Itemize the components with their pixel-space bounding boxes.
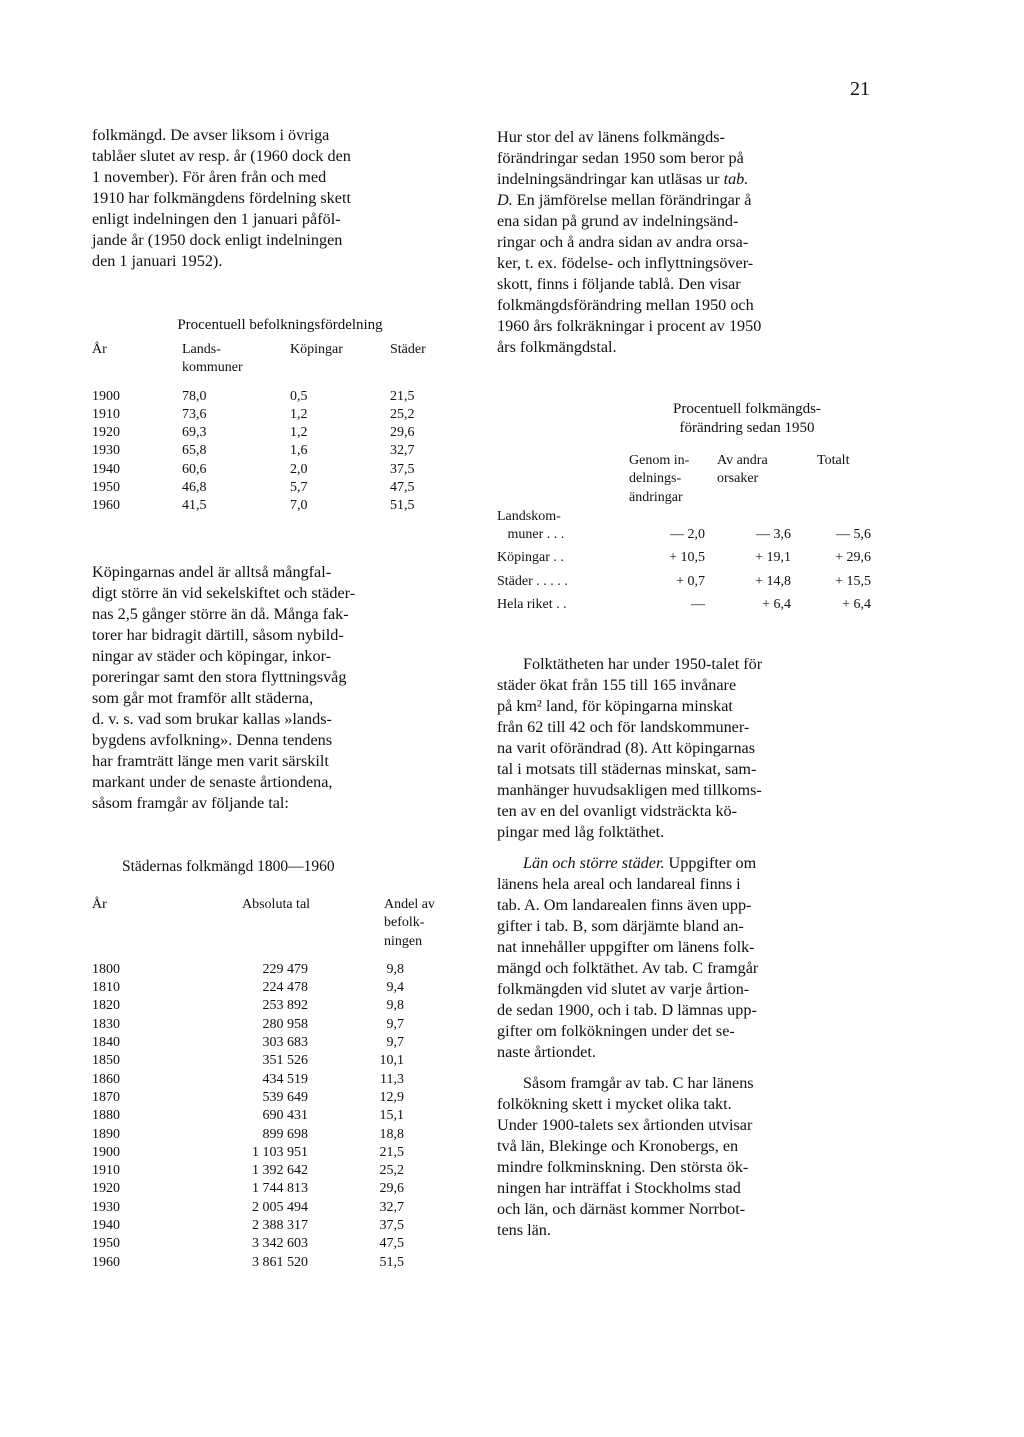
table-row [92,1126,478,1144]
table-row [92,497,478,515]
cell-share: 9,8 [386,998,404,1014]
growth-paragraph: Såsom framgår av tab. C har länens folkökning skett i mycket olika takt. Under 1900-talets sex årtionden utvisar två län, Blekinge och Kronobergs, en mindre folkminskning. Den största ök- ningen har inträffat i Stockholms stad och län, och därnäst kommer Norrbot- tens län. [497,1074,754,1240]
cell-absolute: 1 103 951 [252,1144,308,1160]
cell-share: 47,5 [379,1236,404,1252]
cell-absolute: 434 519 [262,1071,308,1087]
cell-share: 9,7 [386,1035,404,1051]
cell-year: 1850 [92,1053,120,1069]
cell-indelning: + 0,7 [676,573,705,589]
cell-absolute: 351 526 [262,1053,308,1069]
cell-share: 9,7 [386,1016,404,1032]
cell-total: + 29,6 [835,550,871,566]
cell-share: 9,4 [386,980,404,996]
cell-absolute: 280 958 [262,1016,308,1032]
table-body [92,388,478,516]
cell-year: 1910 [92,1163,120,1179]
cell-year: 1820 [92,998,120,1014]
column-header-share: Andel av befolk- ningen [384,896,435,949]
cell-total: + 15,5 [835,573,871,589]
lan-text: Uppgifter om länens hela areal och landareal finns i tab. A. Om landarealen finns även upp- gifter i tab. B, som därjämte bland an- nat innehåller uppgifter om länens folk- mängd och folktäthet. Av tab. C framgår folkmängden vid slutet av varje årtion- de sedan 1900, och i tab. D lämnas upp- gifter om folkökningen under det se- naste årtiondet. [497,854,759,1062]
cell-absolute: 690 431 [262,1108,308,1124]
population-distribution-table [92,316,478,516]
column-header-other: Av andra orsaker [717,453,768,487]
cell-kopingar: 1,2 [290,425,308,441]
middle-paragraph: Köpingarnas andel är alltså mångfal- digt större än vid sekelskiftet och städer- nas 2,5 gånger större än då. Många fak- torer har bidragit därtill, såsom nybild- ningar av städer och köpingar, inkor- poreringar samt den stora flyttningsvåg som går mot framför allt städerna, d. v. s. vad som brukar kallas »lands- bygdens avfolkning». Denna tendens har framträtt länge men varit särskilt markant under de senaste årtiondena, såsom framgår av följande tal: [92,562,356,812]
table-row [92,1144,478,1162]
table-row [92,1034,478,1052]
column-header-kopingar: Köpingar [290,342,343,357]
lan-heading: Län och större städer. [523,854,665,873]
cell-stader: 32,7 [390,443,415,459]
cell-year: 1960 [92,498,120,514]
table-caption: Procentuell folkmängds- förändring sedan 1950 [673,401,821,436]
column-header-landskommuner: Lands- kommuner [182,342,243,376]
cell-share: 29,6 [379,1181,404,1197]
cell-label: Landskom- muner . . . [497,508,565,543]
table-caption: Procentuell befolkningsfördelning [177,317,383,333]
cell-share: 37,5 [379,1218,404,1234]
cell-absolute: 1 392 642 [252,1163,308,1179]
cell-year: 1900 [92,388,120,404]
lan-paragraph [497,853,883,1063]
cell-landskommuner: 78,0 [182,388,207,404]
table-row [92,1071,478,1089]
cell-stader: 47,5 [390,480,415,496]
cell-landskommuner: 60,6 [182,461,207,477]
cell-stader: 25,2 [390,406,415,422]
column-header-year: År [92,896,107,912]
cell-stader: 37,5 [390,461,415,477]
table-row [497,549,883,567]
cell-stader: 29,6 [390,425,415,441]
cell-indelning: — [691,597,705,613]
table-row [92,1016,478,1034]
table-row [92,461,478,479]
table-header-row [497,452,883,507]
cell-kopingar: 2,0 [290,461,308,477]
cell-year: 1800 [92,961,120,977]
cell-share: 15,1 [379,1108,404,1124]
cell-landskommuner: 41,5 [182,498,207,514]
table-header-row [92,896,478,951]
cell-absolute: 224 478 [262,980,308,996]
city-population-table [92,858,478,1272]
cell-kopingar: 7,0 [290,498,308,514]
intro-text-a: Hur stor del av länens folkmängds- förändringar sedan 1950 som beror på indelningsändringar kan utläsas ur [497,128,744,188]
cell-absolute: 2 388 317 [252,1218,308,1234]
table-row [92,1052,478,1070]
cell-year: 1900 [92,1144,120,1160]
table-row [92,997,478,1015]
table-row [92,979,478,997]
cell-year: 1890 [92,1126,120,1142]
cell-stader: 51,5 [390,498,415,514]
table-row [92,1162,478,1180]
cell-absolute: 253 892 [262,998,308,1014]
cell-year: 1930 [92,443,120,459]
cell-year: 1930 [92,1199,120,1215]
cell-year: 1960 [92,1254,120,1270]
tab-reference: tab. D. [497,170,749,209]
cell-share: 21,5 [379,1144,404,1160]
table-row [92,388,478,406]
cell-absolute: 1 744 813 [252,1181,308,1197]
cell-kopingar: 1,6 [290,443,308,459]
cell-absolute: 229 479 [262,961,308,977]
cell-year: 1940 [92,1218,120,1234]
left-column [92,125,478,1272]
intro-text-b: En jämförelse mellan förändringar å ena sidan på grund av indelningsänd- ringar och å andra sidan av andra orsa- ker, t. ex. födelse- och inflyttningsöver- skott, finns i följande tablå. Den visar folkmängdsförändring mellan 1950 och 1960 års folkräkningar i procent av 1950 års folkmängdstal. [497,191,762,356]
cell-share: 12,9 [379,1089,404,1105]
cell-year: 1940 [92,461,120,477]
cell-label: Städer . . . . . [497,573,568,589]
table-header-row [92,341,478,378]
cell-year: 1810 [92,980,120,996]
intro-paragraph: folkmängd. De avser liksom i övriga tablåer slutet av resp. år (1960 dock den 1 november). För åren från och med 1910 har folkmängdens fördelning skett enligt indelningen den 1 januari påföl- jande år (1950 dock enligt indelningen den 1 januari 1952). [92,126,351,270]
cell-share: 18,8 [379,1126,404,1142]
table-row [92,961,478,979]
cell-year: 1920 [92,425,120,441]
cell-share: 25,2 [379,1163,404,1179]
cell-indelning: — 2,0 [670,527,705,543]
cell-absolute: 899 698 [262,1126,308,1142]
cell-year: 1840 [92,1035,120,1051]
cell-absolute: 539 649 [262,1089,308,1105]
table-body [497,508,883,614]
cell-landskommuner: 69,3 [182,425,207,441]
column-header-stader: Städer [390,342,426,357]
table-caption: Städernas folkmängd 1800—1960 [122,857,335,875]
table-row [92,1235,478,1253]
cell-other: — 3,6 [756,527,791,543]
cell-year: 1880 [92,1108,120,1124]
column-header-year: År [92,342,107,357]
cell-indelning: + 10,5 [669,550,705,566]
cell-label: Köpingar . . [497,550,564,566]
population-change-table [497,400,883,614]
cell-landskommuner: 46,8 [182,480,207,496]
cell-kopingar: 0,5 [290,388,308,404]
cell-year: 1920 [92,1181,120,1197]
cell-other: + 6,4 [762,597,791,613]
cell-absolute: 303 683 [262,1035,308,1051]
cell-year: 1870 [92,1089,120,1105]
cell-label: Hela riket . . [497,597,567,613]
cell-year: 1910 [92,406,120,422]
cell-share: 51,5 [379,1254,404,1270]
cell-absolute: 2 005 494 [252,1199,308,1215]
cell-landskommuner: 73,6 [182,406,207,422]
cell-absolute: 3 861 520 [252,1254,308,1270]
cell-year: 1950 [92,480,120,496]
cell-kopingar: 5,7 [290,480,308,496]
table-row [497,508,883,545]
table-row [497,573,883,591]
table-row [92,442,478,460]
table-row [497,596,883,614]
table-row [92,479,478,497]
cell-other: + 19,1 [755,550,791,566]
cell-share: 10,1 [379,1053,404,1069]
table-row [92,1180,478,1198]
table-row [92,1089,478,1107]
column-header-absolute: Absoluta tal [242,896,311,912]
cell-absolute: 3 342 603 [252,1236,308,1252]
cell-other: + 14,8 [755,573,791,589]
cell-year: 1860 [92,1071,120,1087]
table-row [92,1217,478,1235]
cell-landskommuner: 65,8 [182,443,207,459]
density-paragraph: Folktätheten har under 1950-talet för städer ökat från 155 till 165 invånare på km² land, för köpingarna minskat från 62 till 42 och för landskommuner- na varit oförändrad (8). Att köpingarnas tal i motsats till städernas minskat, sam- manhänger huvudsakligen med tillkoms- ten av en del ovanligt vidsträckta kö- pingar med låg folktäthet. [497,655,763,842]
table-row [92,1199,478,1217]
page-number: 21 [850,78,870,100]
right-intro-paragraph [497,127,883,358]
table-row [92,424,478,442]
cell-share: 32,7 [379,1199,404,1215]
cell-total: — 5,6 [836,527,871,543]
cell-year: 1830 [92,1016,120,1032]
right-column [497,127,883,1241]
column-header-indelning: Genom in- delnings- ändringar [629,453,690,505]
cell-share: 11,3 [380,1071,404,1087]
cell-kopingar: 1,2 [290,406,308,422]
column-header-total: Totalt [817,453,850,468]
table-row [92,406,478,424]
table-row [92,1107,478,1125]
cell-year: 1950 [92,1236,120,1252]
cell-share: 9,8 [386,961,404,977]
table-body [92,961,478,1272]
cell-stader: 21,5 [390,388,415,404]
table-row [92,1254,478,1272]
cell-total: + 6,4 [842,597,871,613]
